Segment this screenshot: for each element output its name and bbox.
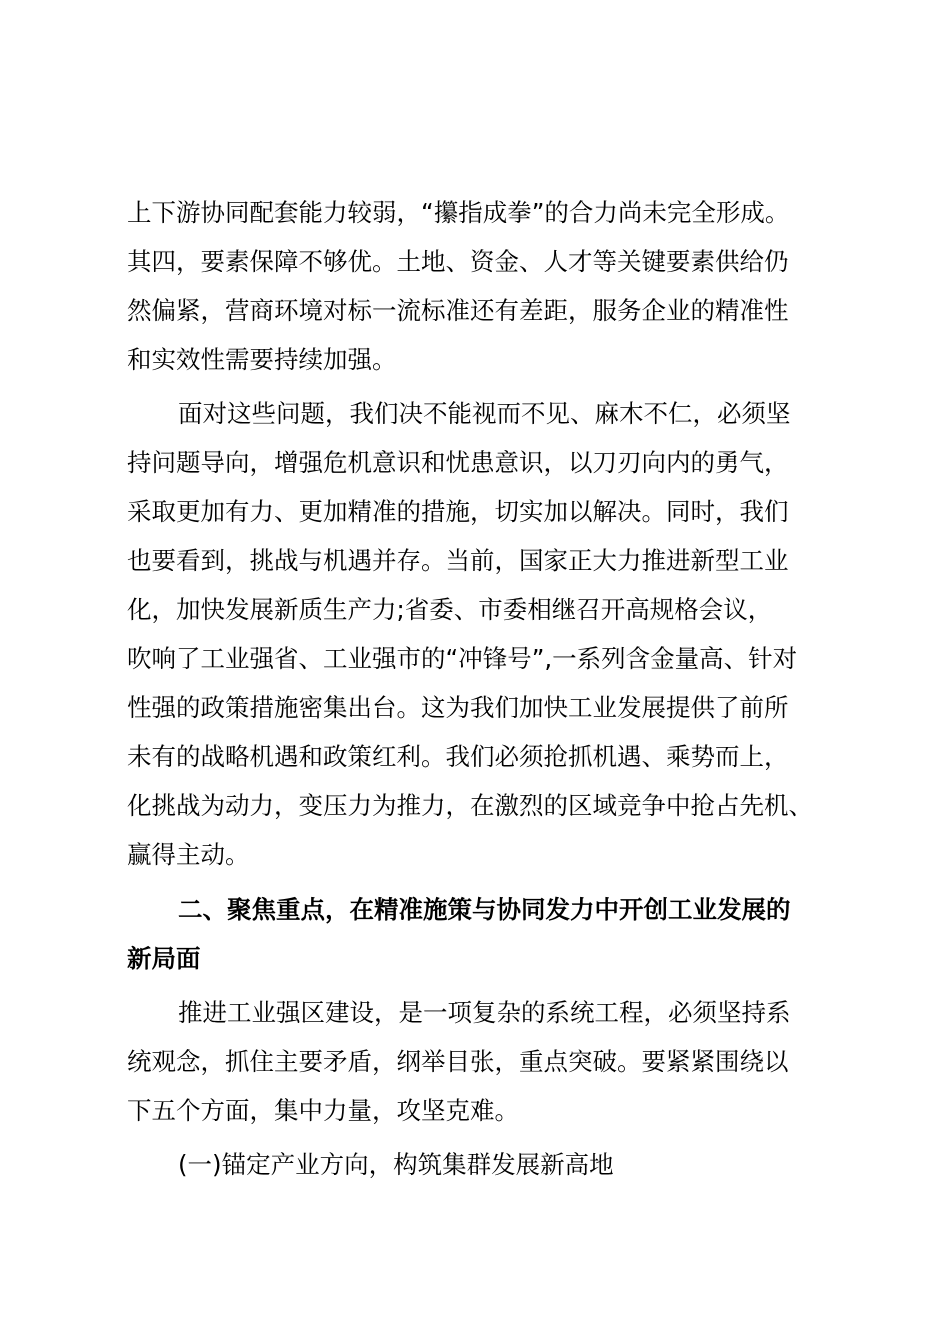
subsection-heading: (一)锚定产业方向，构筑集群发展新高地 xyxy=(178,1150,614,1179)
paragraph-line: 化，加快发展新质生产力;省委、市委相继召开高规格会议， xyxy=(127,595,773,624)
paragraph-line: 持问题导向，增强危机意识和忧患意识，以刀刃向内的勇气， xyxy=(127,448,789,477)
paragraph-line: 然偏紧，营商环境对标一流标准还有差距，服务企业的精准性 xyxy=(127,296,789,325)
section-heading: 二、聚焦重点，在精准施策与协同发力中开创工业发展的 xyxy=(178,895,791,924)
paragraph-line: 也要看到，挑战与机遇并存。当前，国家正大力推进新型工业 xyxy=(127,546,789,575)
paragraph-line: 面对这些问题，我们决不能视而不见、麻木不仁，必须坚 xyxy=(178,399,791,428)
paragraph-line: 统观念，抓住主要矛盾，纲举目张，重点突破。要紧紧围绕以 xyxy=(127,1047,789,1076)
paragraph-line: 性强的政策措施密集出台。这为我们加快工业发展提供了前所 xyxy=(127,693,789,722)
section-heading: 新局面 xyxy=(127,944,201,973)
paragraph-line: 未有的战略机遇和政策红利。我们必须抢抓机遇、乘势而上， xyxy=(127,742,789,771)
paragraph-line: 其四，要素保障不够优。土地、资金、人才等关键要素供给仍 xyxy=(127,247,789,276)
paragraph-line: 采取更加有力、更加精准的措施，切实加以解决。同时，我们 xyxy=(127,497,789,526)
paragraph-line: 推进工业强区建设，是一项复杂的系统工程，必须坚持系 xyxy=(178,998,791,1027)
paragraph-line: 吹响了工业强省、工业强市的“冲锋号”,一系列含金量高、针对 xyxy=(127,644,798,673)
paragraph-line: 赢得主动。 xyxy=(127,840,250,869)
paragraph-line: 化挑战为动力，变压力为推力，在激烈的区域竞争中抢占先机、 xyxy=(127,791,813,820)
paragraph-line: 下五个方面，集中力量，攻坚克难。 xyxy=(127,1096,519,1125)
paragraph-line: 上下游协同配套能力较弱，“攥指成拳”的合力尚未完全形成。 xyxy=(127,198,790,227)
paragraph-line: 和实效性需要持续加强。 xyxy=(127,345,397,374)
